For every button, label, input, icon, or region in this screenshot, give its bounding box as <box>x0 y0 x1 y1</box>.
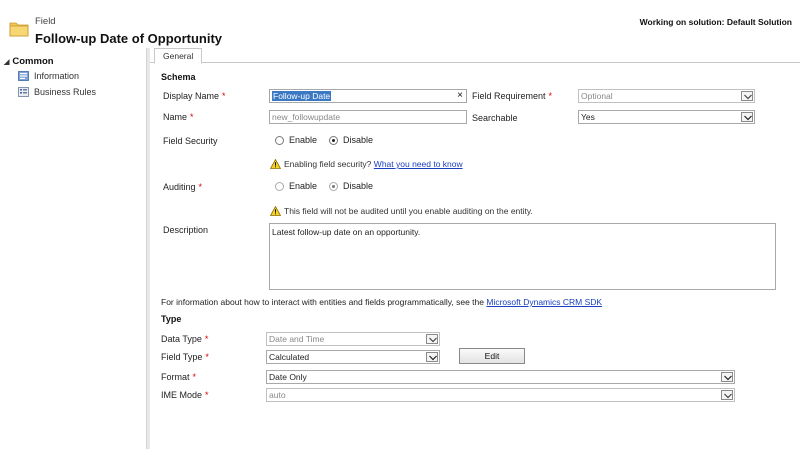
data-type-label: Data Type * <box>161 334 209 344</box>
solution-label: Working on solution: Default Solution <box>639 17 792 27</box>
name-label: Name * <box>163 112 194 122</box>
description-textarea[interactable]: Latest follow-up date on an opportunity. <box>269 223 776 290</box>
sdk-info-line <box>161 297 602 307</box>
field-security-notice <box>270 159 463 169</box>
radio-label: Disable <box>343 135 374 145</box>
field-type-label: Field Type * <box>161 352 209 362</box>
clear-icon[interactable]: × <box>457 90 463 101</box>
sidebar-group-label: Common <box>12 56 54 67</box>
radio-label: Enable <box>289 135 318 145</box>
format-label: Format * <box>161 372 197 382</box>
ime-mode-value: auto <box>269 390 286 400</box>
ime-mode-select[interactable] <box>266 388 735 402</box>
warning-icon <box>270 159 281 169</box>
required-marker: * <box>548 91 553 101</box>
sidebar-divider <box>146 48 150 449</box>
type-section-title: Type <box>161 314 182 324</box>
required-marker: * <box>204 334 209 344</box>
format-select[interactable] <box>266 370 735 384</box>
field-security-label: Field Security <box>163 136 218 146</box>
what-you-need-to-know-link[interactable]: What you need to know <box>373 159 463 169</box>
required-marker: * <box>192 372 197 382</box>
field-security-radio-group <box>275 135 385 145</box>
ime-mode-label: IME Mode * <box>161 390 209 400</box>
field-requirement-label: Field Requirement * <box>472 91 553 101</box>
page-header <box>0 0 800 48</box>
chevron-down-icon[interactable] <box>741 91 753 101</box>
data-type-select[interactable] <box>266 332 440 346</box>
chevron-down-icon[interactable] <box>426 352 438 362</box>
searchable-label: Searchable <box>472 113 518 123</box>
business-rules-icon <box>18 87 29 97</box>
required-marker: * <box>190 112 194 122</box>
radio-label: Disable <box>343 181 374 191</box>
field-security-enable-radio[interactable] <box>275 136 284 145</box>
schema-section-title: Schema <box>161 72 196 82</box>
sidebar-group-common[interactable] <box>4 56 54 67</box>
edit-button[interactable]: Edit <box>459 348 525 364</box>
field-type-select[interactable] <box>266 350 440 364</box>
page-title: Follow-up Date of Opportunity <box>35 31 223 46</box>
display-name-label: Display Name * <box>163 91 226 101</box>
field-security-disable-radio[interactable] <box>329 136 338 145</box>
display-name-input[interactable] <box>269 89 467 103</box>
chevron-down-icon[interactable] <box>721 372 733 382</box>
entity-type-label: Field <box>35 16 56 27</box>
sidebar-item-label: Business Rules <box>34 87 97 97</box>
chevron-down-icon[interactable] <box>721 390 733 400</box>
chevron-down-icon[interactable] <box>741 112 753 122</box>
auditing-label: Auditing * <box>163 182 203 192</box>
information-icon <box>18 71 29 81</box>
notice-text: This field will not be audited until you enable auditing on the entity. <box>284 206 533 216</box>
name-input[interactable]: new_followupdate <box>269 110 467 124</box>
notice-text: Enabling field security? <box>284 159 372 169</box>
display-name-value: Follow-up Date <box>273 91 331 101</box>
format-value: Date Only <box>269 372 307 382</box>
sidebar <box>0 48 146 449</box>
tab-bar <box>150 48 800 63</box>
field-requirement-value: Optional <box>581 91 613 101</box>
searchable-select[interactable] <box>578 110 755 124</box>
auditing-enable-radio[interactable] <box>275 182 284 191</box>
required-marker: * <box>198 182 203 192</box>
folder-icon <box>9 20 29 37</box>
sdk-info-text: For information about how to interact with entities and fields programmatically, see the <box>161 297 484 307</box>
sidebar-item-business-rules[interactable] <box>18 87 96 97</box>
auditing-radio-group <box>275 181 385 191</box>
warning-icon <box>270 206 281 216</box>
sidebar-item-label: Information <box>34 71 80 81</box>
auditing-disable-radio[interactable] <box>329 182 338 191</box>
auditing-notice <box>270 206 533 216</box>
sidebar-item-information[interactable] <box>18 71 79 81</box>
data-type-value: Date and Time <box>269 334 325 344</box>
field-type-value: Calculated <box>269 352 310 362</box>
required-marker: * <box>205 352 209 362</box>
collapse-triangle-icon: ◢ <box>4 59 10 66</box>
required-marker: * <box>222 91 226 101</box>
tab-general[interactable]: General <box>154 48 202 64</box>
radio-label: Enable <box>289 181 318 191</box>
searchable-value: Yes <box>581 112 595 122</box>
chevron-down-icon[interactable] <box>426 334 438 344</box>
required-marker: * <box>205 390 209 400</box>
crm-sdk-link[interactable]: Microsoft Dynamics CRM SDK <box>486 297 603 307</box>
description-label: Description <box>163 225 209 235</box>
field-requirement-select[interactable] <box>578 89 755 103</box>
